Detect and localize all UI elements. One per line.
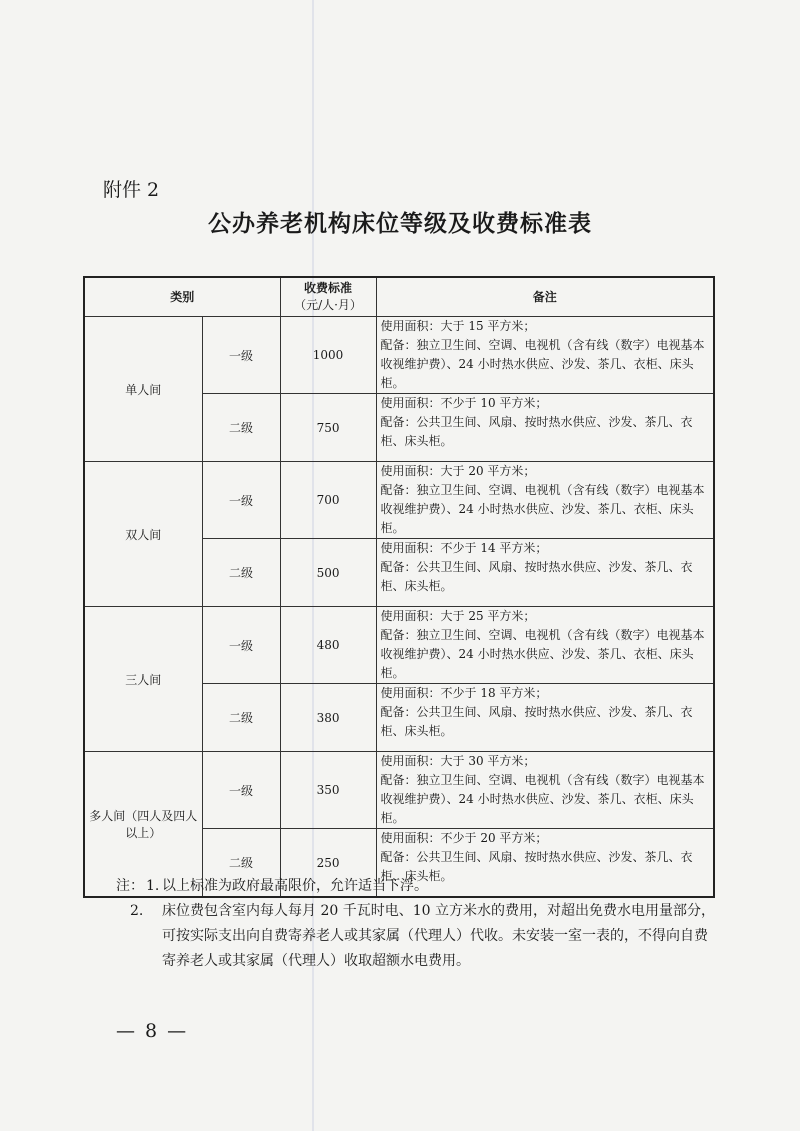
notes-prefix: 注：	[116, 878, 144, 894]
level-cell: 一级	[202, 317, 280, 394]
page-number: — 8 —	[116, 1020, 189, 1042]
fee-cell: 250	[280, 829, 376, 898]
equipment-text: 配备：公共卫生间、风扇、按时热水供应、沙发、茶几、衣柜、床头柜。	[380, 415, 693, 448]
remark-cell	[376, 394, 714, 462]
remark-cell	[376, 607, 714, 684]
equipment-text: 配备：独立卫生间、空调、电视机（含有线（数字）电视基本收视维护费）、24 小时热水供应、沙发、茶几、衣柜、床头柜。	[380, 628, 705, 680]
area-text: 使用面积：大于 25 平方米；	[380, 609, 536, 623]
equipment-text: 配备：独立卫生间、空调、电视机（含有线（数字）电视基本收视维护费）、24 小时热水供应、沙发、茶几、衣柜、床头柜。	[380, 338, 705, 390]
fee-cell: 500	[280, 539, 376, 607]
fee-cell: 700	[280, 462, 376, 539]
category-multi-room: 多人间（四人及四人以上）	[84, 752, 202, 898]
fee-cell: 480	[280, 607, 376, 684]
note-number: 2.	[130, 903, 144, 919]
category-single-room: 单人间	[84, 317, 202, 462]
level-cell: 一级	[202, 607, 280, 684]
note-number: 1.	[146, 878, 160, 894]
level-cell: 二级	[202, 829, 280, 898]
level-cell: 二级	[202, 539, 280, 607]
fee-cell: 750	[280, 394, 376, 462]
remark-cell	[376, 462, 714, 539]
fee-cell: 1000	[280, 317, 376, 394]
header-remark: 备注	[376, 277, 714, 317]
note-text: 床位费包含室内每人每月 20 千瓦时电、10 立方米水的费用，对超出免费水电用量部分，可按实际支出向自费寄养老人或其家属（代理人）代收。未安装一室一表的，不得向自费寄养老人或其家属（代理人）收取超额水电费用。	[162, 903, 715, 969]
equipment-text: 配备：公共卫生间、风扇、按时热水供应、沙发、茶几、衣柜、床头柜。	[380, 560, 693, 593]
note-item	[130, 899, 716, 974]
area-text: 使用面积：不少于 10 平方米；	[380, 396, 548, 410]
equipment-text: 配备：公共卫生间、风扇、按时热水供应、沙发、茶几、衣柜、床头柜。	[380, 850, 693, 883]
header-fee	[280, 277, 376, 317]
remark-cell	[376, 752, 714, 829]
notes-section	[116, 874, 716, 974]
table-row	[84, 607, 714, 684]
equipment-text: 配备：独立卫生间、空调、电视机（含有线（数字）电视基本收视维护费）、24 小时热水供应、沙发、茶几、衣柜、床头柜。	[380, 773, 705, 825]
table-header-row	[84, 277, 714, 317]
note-item	[116, 874, 716, 899]
header-fee-line1: 收费标准	[304, 281, 353, 295]
fee-standard-table	[83, 276, 715, 898]
remark-cell	[376, 539, 714, 607]
area-text: 使用面积：大于 20 平方米；	[380, 464, 536, 478]
level-cell: 一级	[202, 752, 280, 829]
equipment-text: 配备：独立卫生间、空调、电视机（含有线（数字）电视基本收视维护费）、24 小时热水供应、沙发、茶几、衣柜、床头柜。	[380, 483, 705, 535]
table-row	[84, 317, 714, 394]
fee-cell: 350	[280, 752, 376, 829]
category-triple-room: 三人间	[84, 607, 202, 752]
note-text: 以上标准为政府最高限价，允许适当下浮。	[162, 878, 428, 894]
area-text: 使用面积：大于 30 平方米；	[380, 754, 536, 768]
header-fee-line2: （元/人·月）	[294, 298, 362, 312]
fee-cell: 380	[280, 684, 376, 752]
table-row	[84, 462, 714, 539]
equipment-text: 配备：公共卫生间、风扇、按时热水供应、沙发、茶几、衣柜、床头柜。	[380, 705, 693, 738]
remark-cell	[376, 684, 714, 752]
table-row	[84, 752, 714, 829]
level-cell: 一级	[202, 462, 280, 539]
category-double-room: 双人间	[84, 462, 202, 607]
area-text: 使用面积：不少于 18 平方米；	[380, 686, 548, 700]
area-text: 使用面积：不少于 20 平方米；	[380, 831, 548, 845]
header-category: 类别	[84, 277, 280, 317]
level-cell: 二级	[202, 684, 280, 752]
area-text: 使用面积：不少于 14 平方米；	[380, 541, 548, 555]
level-cell: 二级	[202, 394, 280, 462]
area-text: 使用面积：大于 15 平方米；	[380, 319, 536, 333]
remark-cell	[376, 317, 714, 394]
attachment-label: 附件 2	[103, 179, 160, 201]
document-title: 公办养老机构床位等级及收费标准表	[208, 210, 592, 237]
